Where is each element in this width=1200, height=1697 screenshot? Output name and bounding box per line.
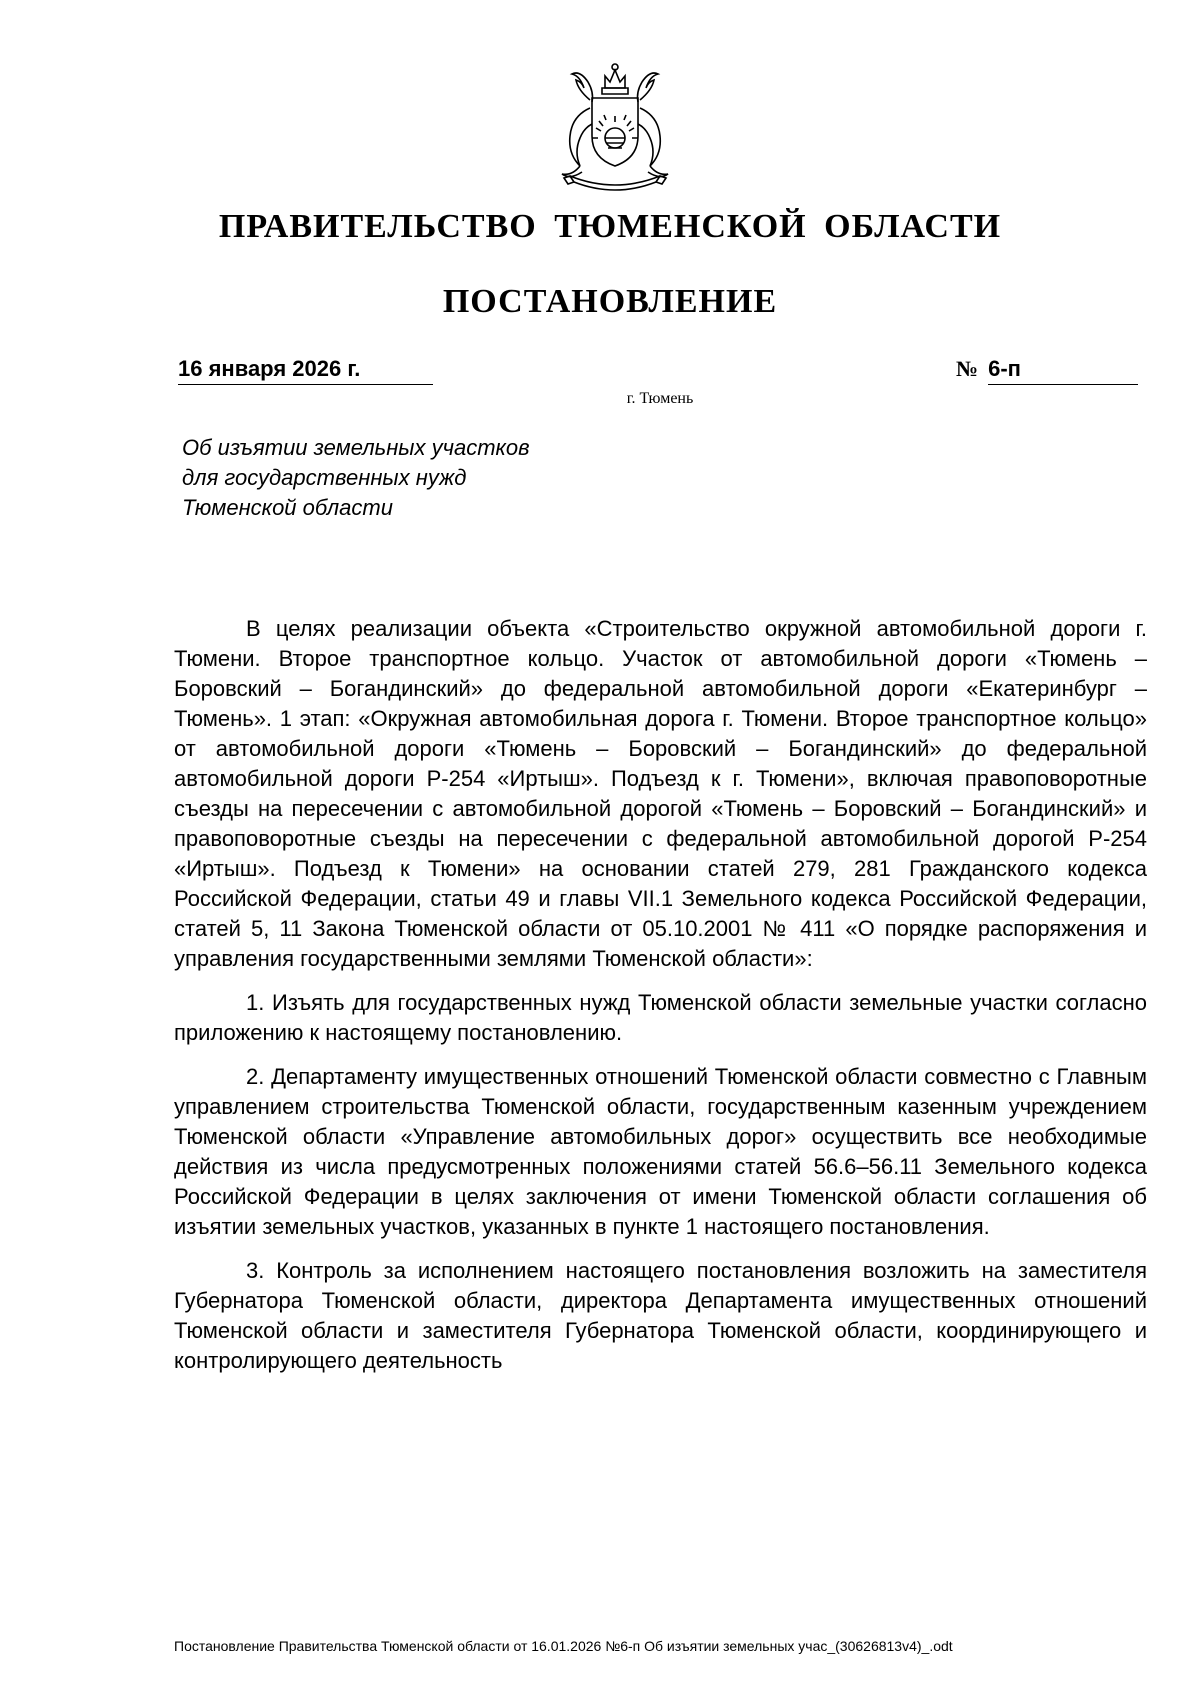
page-footer: Постановление Правительства Тюменской области от 16.01.2026 №6-п Об изъятии земельных учас_(30626813v4)_.odt [174,1638,953,1654]
document-type-heading: ПОСТАНОВЛЕНИЕ [442,283,778,320]
document-number [956,356,1138,385]
coat-of-arms-emblem [550,58,680,198]
city-label: г. Тюмень [626,390,694,407]
clause-1-paragraph: 1. Изъять для государственных нужд Тюменской области земельные участки согласно приложению к настоящему постановлению. [174,990,1147,1045]
document-body [174,614,1147,1390]
number-sign: № [956,356,979,381]
organization-title: ПРАВИТЕЛЬСТВО ТЮМЕНСКОЙ ОБЛАСТИ [218,208,1002,245]
preamble-paragraph: В целях реализации объекта «Строительство окружной автомобильной дороги г. Тюмени. Второе транспортное кольцо. Участок от автомобильной дороги «Тюмень – Боровский – Богандинский» до федеральной автомобильной дороги «Екатеринбург – Тюмень». 1 этап: «Окружная автомобильная дорога г. Тюмени. Второе транспортное кольцо» от автомобильной дороги «Тюмень – Боровский – Богандинский» до федеральной автомобильной дороги Р-254 «Иртыш». Подъезд к г. Тюмени», включая правоповоротные съезды на пересечении с автомобильной дорогой «Тюмень – Боровский – Богандинский» и правоповоротные съезды на пересечении с федеральной автомобильной дорогой Р-254 «Иртыш». Подъезд к Тюмени» на основании статей 279, 281 Гражданского кодекса Российской Федерации, статьи 49 и главы VII.1 Земельного кодекса Российской Федерации, статей 5, 11 Закона Тюменской области от 05.10.2001 № 411 «О порядке распоряжения и управления государственными землями Тюменской области»: [174,616,1147,971]
document-subject [182,433,682,523]
number-value: 6-п [988,356,1138,385]
tyumen-region-coat-of-arms-icon [550,58,680,198]
subject-line: Тюменской области [182,495,393,520]
subject-line: Об изъятии земельных участков [182,435,530,460]
document-date: 16 января 2026 г. [178,356,433,385]
clause-3-paragraph: 3. Контроль за исполнением настоящего постановления возложить на заместителя Губернатора Тюменской области, директора Департамента имущественных отношений Тюменской области и заместителя Губернатора Тюменской области, координирующего и контролирующего деятельность [174,1258,1147,1373]
subject-line: для государственных нужд [182,465,467,490]
clause-2-paragraph: 2. Департаменту имущественных отношений Тюменской области совместно с Главным управлением строительства Тюменской области, государственным казенным учреждением Тюменской области «Управление автомобильных дорог» осуществить все необходимые действия из числа предусмотренных положениями статей 56.6–56.11 Земельного кодекса Российской Федерации в целях заключения от имени Тюменской области соглашения об изъятии земельных участков, указанных в пункте 1 настоящего постановления. [174,1064,1147,1239]
